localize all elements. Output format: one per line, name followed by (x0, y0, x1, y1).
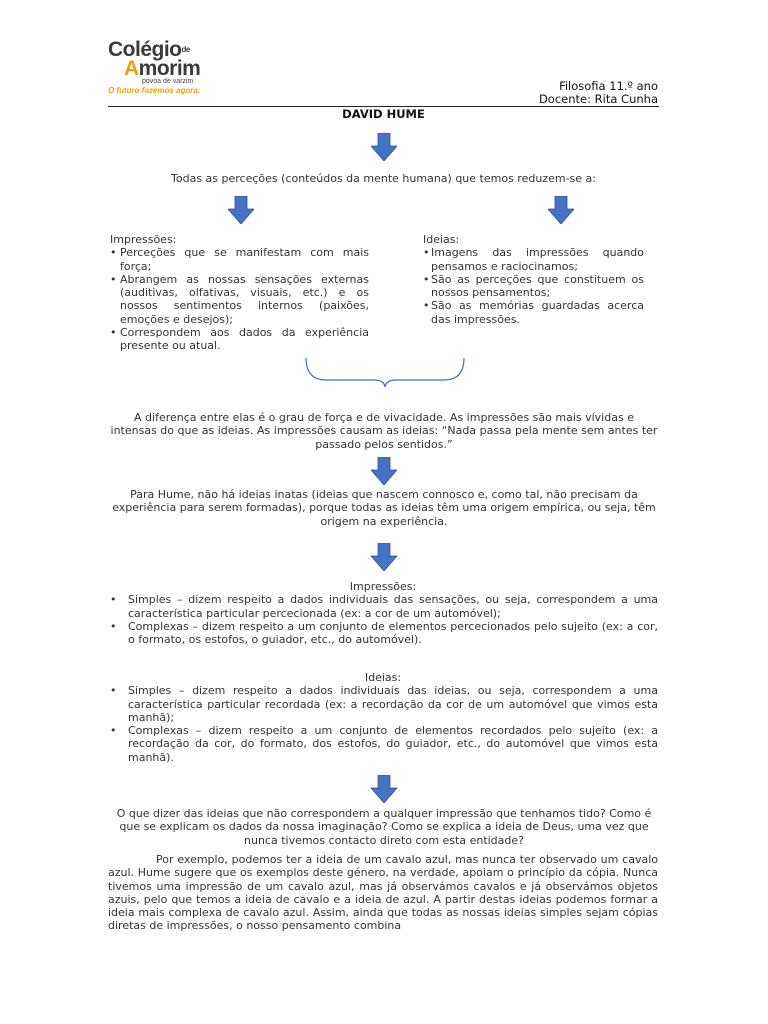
list-item: • Abrangem as nossas sensações externas (auditivas, olfativas, visuais, etc.) e os nossos sentimentos internos (paixões, emoções e desejos); (110, 273, 369, 326)
list-item: • São as perceções que constituem os nossos pensamentos; (423, 273, 644, 300)
impressions-detail (108, 580, 658, 646)
ideas-heading: Ideias: (423, 233, 460, 246)
ideas-detail (108, 671, 658, 764)
innate-ideas-text: Para Hume, não há ideias inatas (ideias que nascem connosco e, como tal, não precisam da experiência para serem formadas), porque todas as ideias têm uma origem empírica, ou seja, têm origem na experiência. (112, 488, 656, 528)
example-paragraph: Por exemplo, podemos ter a ideia de um cavalo azul, mas nunca ter observado um cavalo azul. Hume sugere que os exemplos deste género, na verdade, apoiam o princípio da cópia. Nunca tivemos uma impressão de um cavalo azul, mas já observámos cavalos e já observámos objetos azuis, pelo que temos a ideia de cavalo e a ideia de azul. A partir destas ideias podemos formar a ideia mais complexa de cavalo azul. Assim, ainda que todas as nossas ideias simples sejam cópias diretas de impressões, o nosso pensamento combina (108, 853, 658, 933)
logo-location: povoa de varzim (142, 78, 194, 85)
list-item: • Simples – dizem respeito a dados individuais das sensações, ou seja, correspondem a uma característica particular percecionada (ex: a cor de um automóvel); (108, 593, 658, 620)
logo-slogan: O futuro fazemos agora. (108, 86, 201, 95)
list-item: • Perceções que se manifestam com mais força; (110, 246, 369, 273)
impressions-detail-heading: Impressões: (349, 580, 417, 593)
impressions-heading: Impressões: (110, 233, 177, 246)
logo-initial: A (124, 57, 139, 80)
list-item: • Correspondem aos dados da experiência presente ou atual. (110, 326, 369, 353)
logo-line-1: Colégiode (108, 38, 190, 61)
logo-line-1-small: de (181, 45, 190, 54)
brace-connector (300, 356, 470, 388)
header-teacher: Docente: Rita Cunha (538, 92, 658, 106)
impressions-column (110, 233, 369, 353)
down-arrow-icon (371, 457, 397, 485)
logo-line-2 (108, 57, 218, 80)
difference-text: A diferença entre elas é o grau de força e de vivacidade. As impressões são mais vívidas e intensas do que as ideias. As impressões causam as ideias: “Nada passa pela mente sem antes ter passado pelos sentidos.” (110, 411, 658, 451)
page-title: DAVID HUME (342, 107, 425, 121)
header-subject: Filosofia 11.º ano (559, 79, 658, 93)
down-arrow-icon (228, 196, 254, 224)
down-arrow-icon (548, 196, 574, 224)
down-arrow-icon (371, 775, 397, 803)
list-item: • Complexas – dizem respeito a um conjunto de elementos recordados pelo sujeito (ex: a recordação da cor, do formato, dos estofos, do guiador, etc., do automóvel que vimos esta manhã). (108, 724, 658, 764)
list-item: • São as memórias guardadas acerca das impressões. (423, 299, 644, 326)
down-arrow-icon (371, 543, 397, 571)
logo-line-2-rest: morim (138, 57, 201, 80)
ideas-detail-heading: Ideias: (364, 671, 402, 684)
list-item: • Imagens das impressões quando pensamos e raciocinamos; (423, 246, 644, 273)
questions-text: O que dizer das ideias que não correspondem a qualquer impressão que tenhamos tido? Como é que se explicam os dados da nossa imaginação? Como se explica a ideia de Deus, uma vez que nunca tivemos contacto direto com esta entidade? (116, 807, 652, 847)
intro-text: Todas as perceções (conteúdos da mente humana) que temos reduzem-se a: (171, 172, 596, 185)
list-item: • Simples – dizem respeito a dados individuais das ideias, ou seja, correspondem a uma característica particular recordada (ex: a recordação da cor de um automóvel que vimos esta manhã); (108, 684, 658, 724)
ideas-column (423, 233, 644, 326)
list-item: • Complexas – dizem respeito a um conjunto de elementos percecionados pelo sujeito (ex: a cor, o formato, os estofos, o guiador, etc., do automóvel). (108, 620, 658, 647)
down-arrow-icon (371, 133, 397, 161)
school-logo (108, 40, 218, 95)
